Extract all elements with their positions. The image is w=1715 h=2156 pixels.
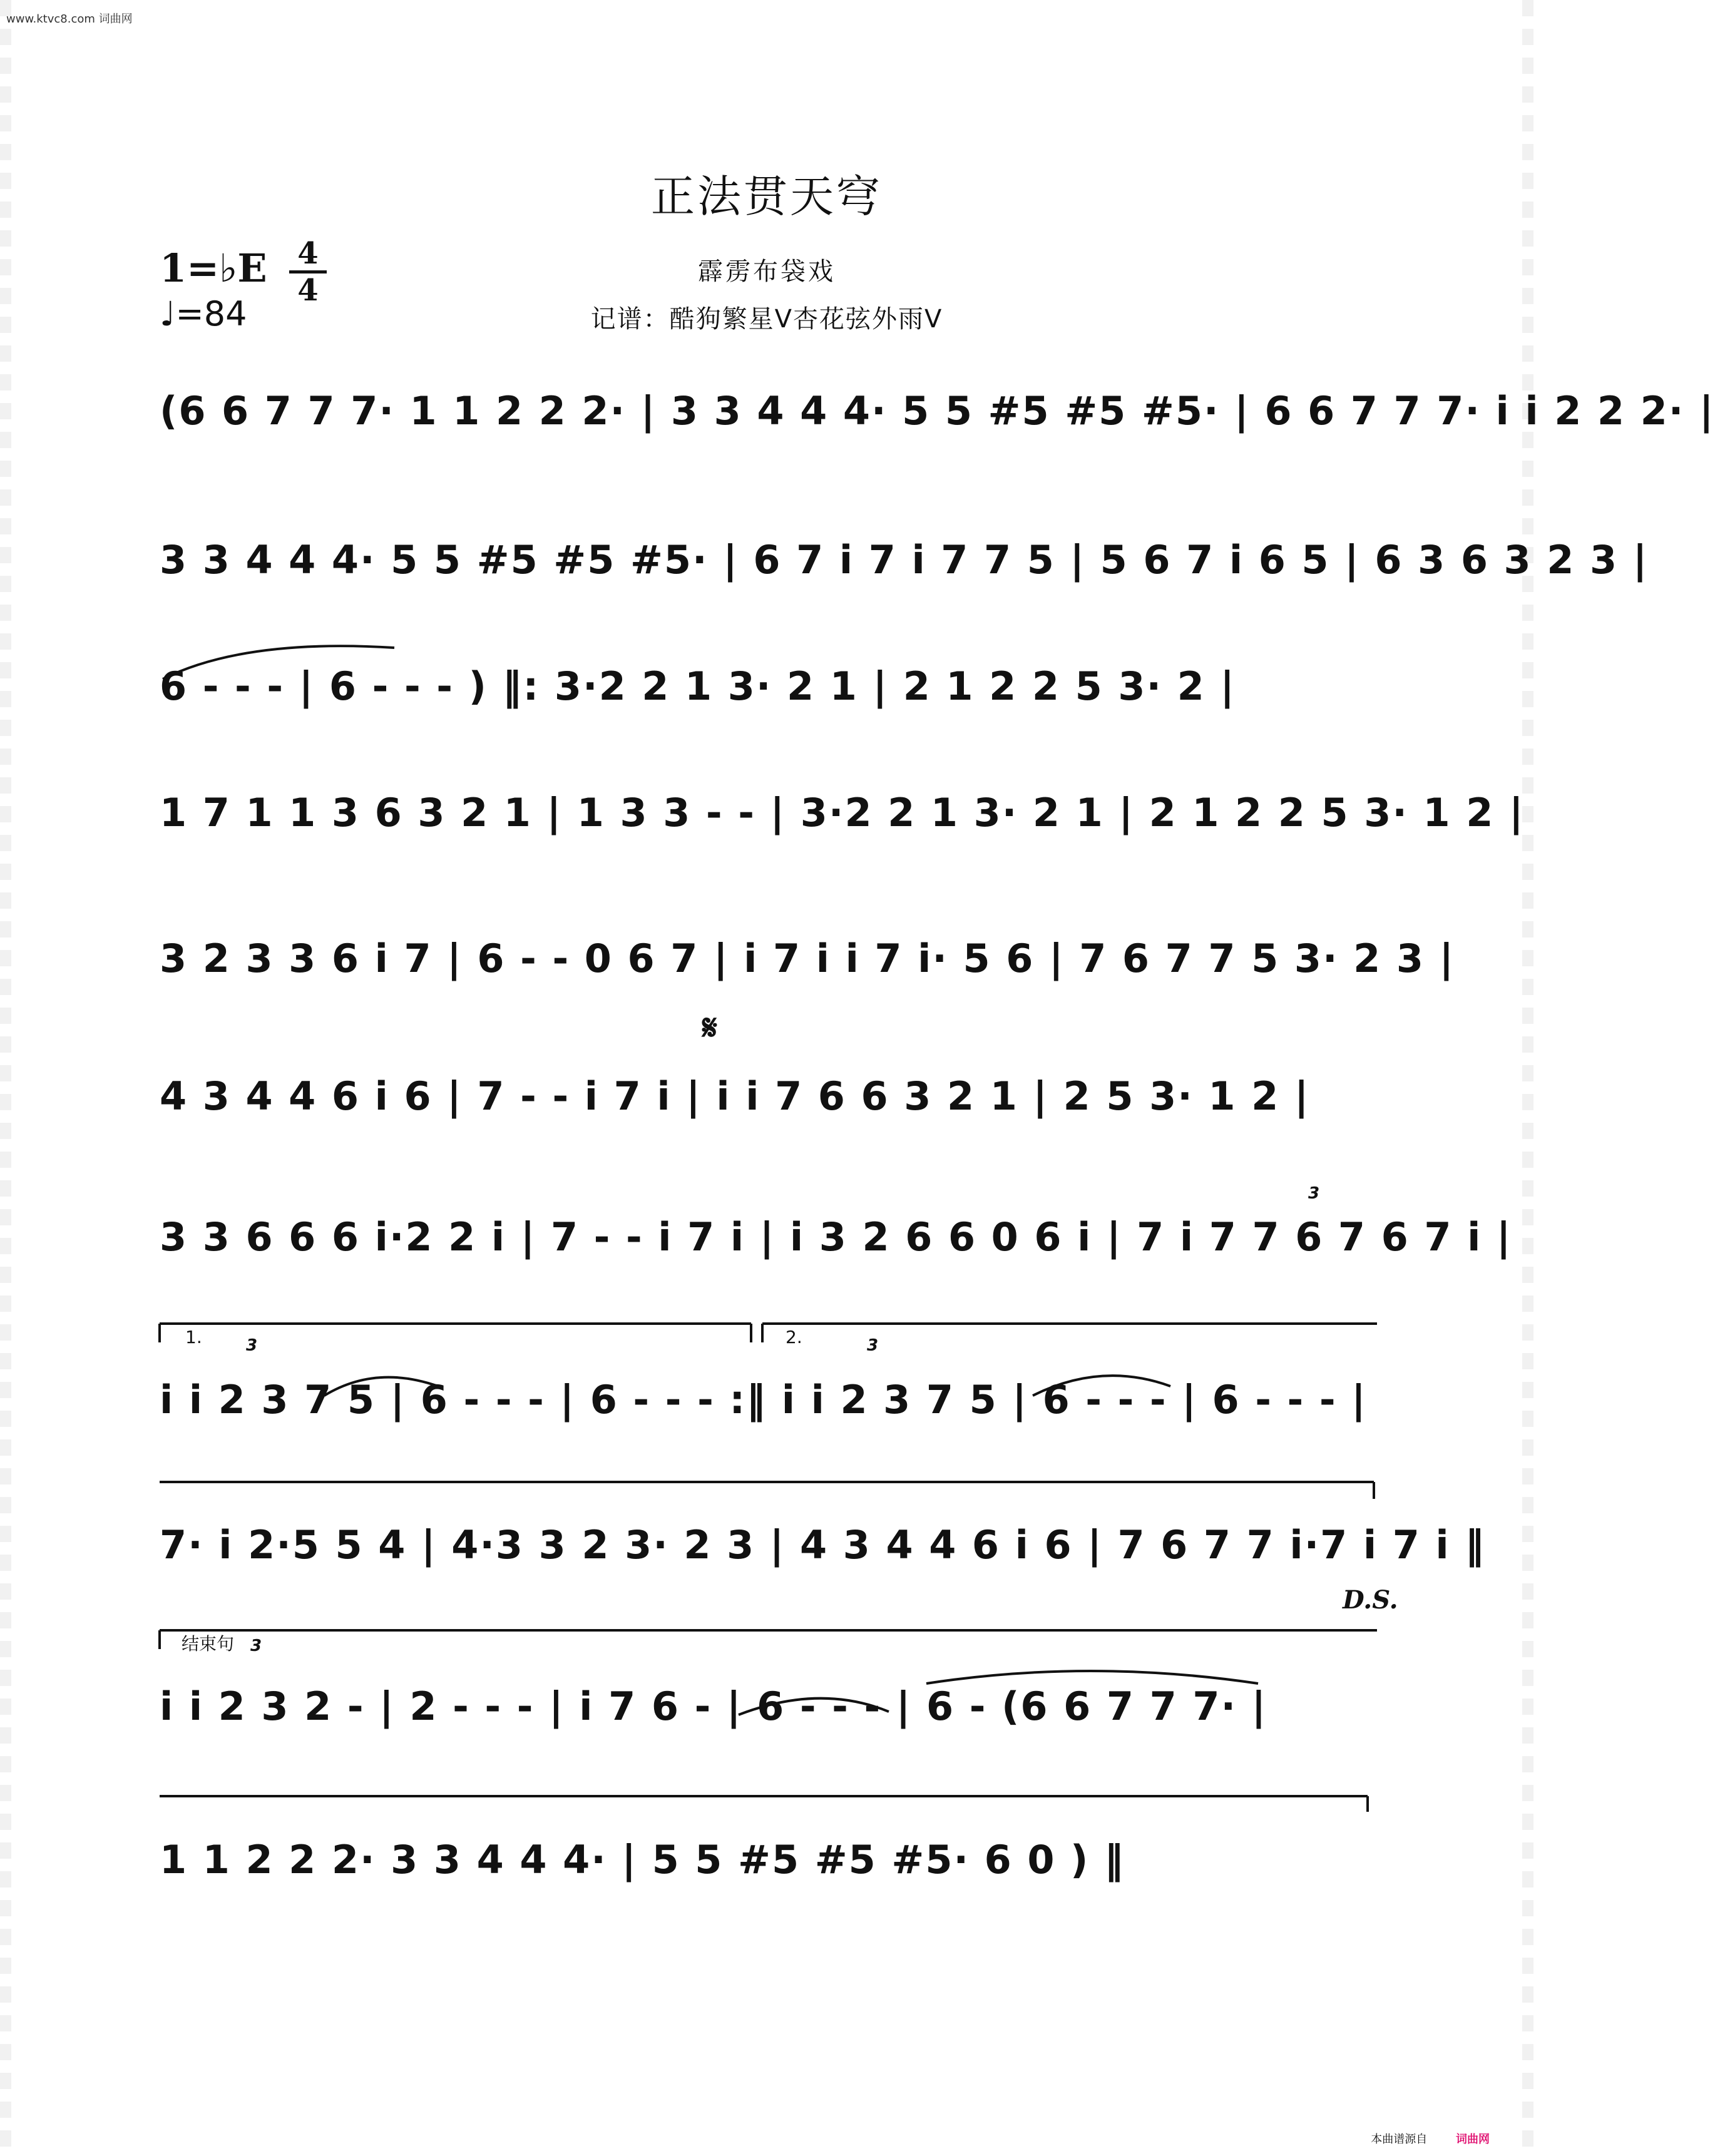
triplet-mark: 3 xyxy=(867,1336,879,1355)
key-signature: 1=♭E xyxy=(160,245,267,291)
composer-label: 霹雳布袋戏 xyxy=(698,257,836,286)
score-line-text: (6 6 7 7 7· 1 1 2 2 2· | 3 3 4 4 4· 5 5 #5 #5 #5· | 6 6 7 7 7· i i 2 2 2· | xyxy=(160,388,1715,434)
slur-arc xyxy=(163,646,394,679)
score-line-text: 6 - - - | 6 - - - ) ‖: 3·2 2 1 3· 2 1 | 2 1 2 2 5 3· 2 | xyxy=(160,663,1236,709)
slur-arc xyxy=(1033,1376,1170,1396)
footer-source xyxy=(1371,2130,1490,2147)
footer-brand[interactable]: 词曲网 xyxy=(1456,2133,1490,2146)
transcriber-label: 记谱：酷狗繁星V杏花弦外雨V xyxy=(590,305,943,334)
score-line-text: i i 2 3 2 - | 2 - - - | i 7 6 - | 6 - - - | 6 - (6 6 7 7 7· | xyxy=(160,1683,1267,1729)
triplet-mark: 3 xyxy=(1308,1184,1320,1203)
score-line-text: 3 2 3 3 6 i 7 | 6 - - 0 6 7 | i 7 i i 7 i· 5 6 | 7 6 7 7 5 3· 2 3 | xyxy=(160,936,1455,981)
slur-arc xyxy=(739,1699,889,1715)
score-line-text: 3 3 6 6 6 i·2 2 i | 7 - - i 7 i | i 3 2 6 6 0 6 i | 7 i 7 7 6 7 6 7 i | xyxy=(160,1214,1512,1260)
first-ending-label: 1. xyxy=(185,1327,202,1347)
coda-label: 结束句 xyxy=(182,1633,235,1654)
page-title: 正法贯天穹 xyxy=(651,171,883,222)
footer-source-text: 本曲谱源自 xyxy=(1371,2133,1428,2146)
slur-arc xyxy=(324,1377,438,1396)
score-line-text: 7· i 2·5 5 4 | 4·3 3 2 3· 2 3 | 4 3 4 4 6 i 6 | 7 6 7 7 i·7 i 7 i ‖ xyxy=(160,1522,1486,1568)
score-line-text: i i 2 3 7 5 | 6 - - - | 6 - - - :‖ i i 2 3 7 5 | 6 - - - | 6 - - - | xyxy=(160,1377,1367,1423)
time-numerator: 4 xyxy=(297,236,319,271)
triplet-mark: 3 xyxy=(246,1336,258,1355)
triplet-mark: 3 xyxy=(250,1637,262,1655)
site-watermark: www.ktvc8.com 词曲网 xyxy=(6,13,133,26)
tempo-marking: ♩=84 xyxy=(160,294,247,334)
time-denominator: 4 xyxy=(297,273,319,308)
score-line-text: 1 1 2 2 2· 3 3 4 4 4· | 5 5 #5 #5 #5· 6 0 ) ‖ xyxy=(160,1837,1125,1883)
score-line-text: 1 7 1 1 3 6 3 2 1 | 1 3 3 - - | 3·2 2 1 3· 2 1 | 2 1 2 2 5 3· 1 2 | xyxy=(160,790,1525,835)
slur-arc xyxy=(926,1671,1258,1683)
second-ending-label: 2. xyxy=(786,1327,802,1347)
score-line-text: 3 3 4 4 4· 5 5 #5 #5 #5· | 6 7 i 7 i 7 7 5 | 5 6 7 i 6 5 | 6 3 6 3 2 3 | xyxy=(160,537,1649,583)
dal-segno-marking: D.S. xyxy=(1343,1585,1398,1615)
segno-sign: 𝄋 xyxy=(702,1008,718,1048)
score-line-text: 4 3 4 4 6 i 6 | 7 - - i 7 i | i i 7 6 6 3 2 1 | 2 5 3· 1 2 | xyxy=(160,1073,1310,1119)
